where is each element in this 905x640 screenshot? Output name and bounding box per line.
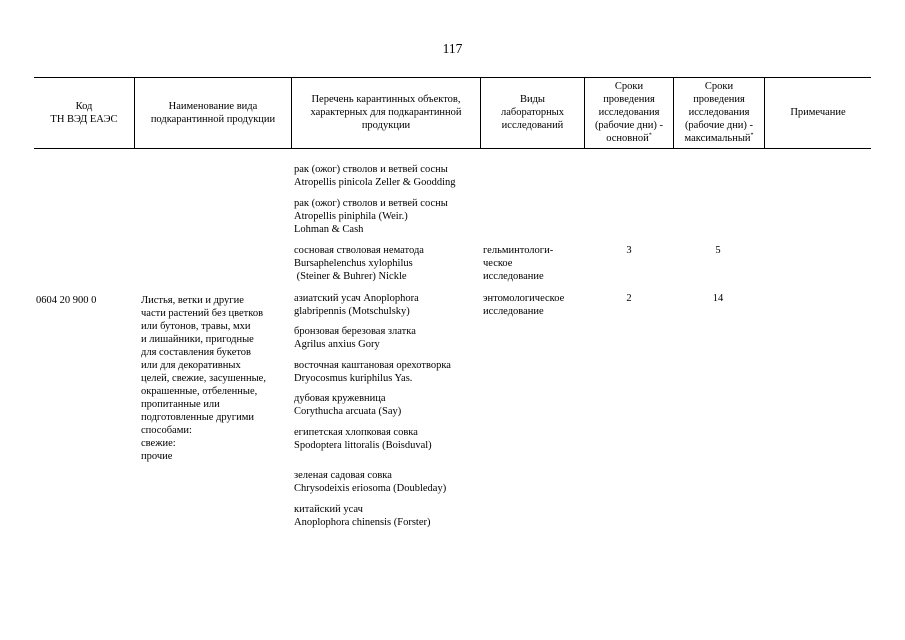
header-lab-line: Виды xyxy=(519,94,545,105)
object-common-name: рак (ожог) стволов и ветвей сосны xyxy=(294,164,448,175)
header-note-text: Примечание xyxy=(790,107,846,118)
lab-study-type-line: исследование xyxy=(483,306,544,317)
object-common-name: китайский усач xyxy=(294,504,363,515)
header-term-basic-line-last xyxy=(595,132,663,145)
object-latin-name: Agrilus anxius Gory xyxy=(294,339,380,350)
header-product-line: подкарантинной продукции xyxy=(150,113,276,125)
header-objects-line: продукции xyxy=(361,120,411,131)
product-code: 0604 20 900 0 xyxy=(36,295,97,306)
object-latin-name: (Steiner & Buhrer) Nickle xyxy=(294,271,407,282)
product-name-line: свежие: xyxy=(141,438,176,449)
object-common-name: бронзовая березовая златка xyxy=(294,326,416,337)
product-name-line: окрашенные, отбеленные, xyxy=(141,386,258,397)
object-latin-name: Bursaphelenchus xylophilus xyxy=(294,258,413,269)
header-lab-types xyxy=(481,77,584,148)
term-basic-value: 3 xyxy=(626,245,632,256)
product-name-line: подготовленные другими xyxy=(141,412,254,423)
term-max-value: 14 xyxy=(712,293,724,304)
object-latin-name: Lohman & Cash xyxy=(294,224,364,235)
table-header-bottom-rule xyxy=(34,148,871,149)
footnote-mark: * xyxy=(648,132,652,139)
term-basic-value: 2 xyxy=(626,293,632,304)
header-term-max-line: (рабочие дни) - xyxy=(684,120,754,131)
lab-study-type-line: гельминтологи- xyxy=(483,245,554,256)
object-latin-name: Anoplophora chinensis (Forster) xyxy=(294,517,431,528)
product-name-line: пропитанные или xyxy=(141,399,220,410)
lab-study-type-line: исследование xyxy=(483,271,544,282)
header-term-max-line: проведения xyxy=(693,94,745,105)
object-common-name: зеленая садовая совка xyxy=(294,470,392,481)
product-name-line: или бутонов, травы, мхи xyxy=(141,321,251,332)
term-max-value: 5 xyxy=(715,245,721,256)
product-name-line: целей, свежие, засушенные, xyxy=(141,373,266,384)
object-common-name: азиатский усач Anoplophora xyxy=(294,293,419,304)
header-code-line: ТН ВЭД ЕАЭС xyxy=(50,113,118,125)
header-code-line: Код xyxy=(75,100,93,112)
page-number: 117 xyxy=(442,41,463,56)
header-objects-line: характерных для подкарантинной xyxy=(310,107,462,118)
product-name-line: прочие xyxy=(141,451,173,462)
product-name-line: или для декоративных xyxy=(141,360,241,371)
object-latin-name: Atropellis piniphila (Weir.) xyxy=(294,211,408,222)
product-name-line: и лишайники, пригодные xyxy=(141,334,254,345)
header-lab-line: лабораторных xyxy=(500,107,564,118)
object-latin-name: Corythucha arcuata (Say) xyxy=(294,406,402,417)
product-name-line: для составления букетов xyxy=(141,347,252,358)
header-term-max-line: исследования xyxy=(688,107,750,118)
object-latin-name: Atropellis pinicola Zeller & Goodding xyxy=(294,177,456,188)
product-name-line: способами: xyxy=(141,425,192,436)
object-latin-name: Spodoptera littoralis (Boisduval) xyxy=(294,440,432,451)
header-product-line: Наименование вида xyxy=(168,100,258,112)
header-code xyxy=(34,77,134,148)
object-common-name: рак (ожог) стволов и ветвей сосны xyxy=(294,198,448,209)
object-latin-name: Chrysodeixis eriosoma (Doubleday) xyxy=(294,483,447,494)
header-objects-list xyxy=(292,77,480,148)
header-term-basic-text: основной xyxy=(606,133,649,144)
header-term-max-line-last xyxy=(685,132,754,145)
header-term-basic-line: исследования xyxy=(598,107,660,118)
object-latin-name: glabripennis (Motschulsky) xyxy=(294,306,410,317)
object-common-name: восточная каштановая орехотворка xyxy=(294,360,451,371)
object-common-name: дубовая кружевница xyxy=(294,393,386,404)
header-objects-line: Перечень карантинных объектов, xyxy=(311,94,461,105)
object-common-name: сосновая стволовая нематода xyxy=(294,245,424,256)
header-term-basic-line: Сроки xyxy=(614,81,644,92)
header-term-max xyxy=(674,77,764,148)
lab-study-type-line: энтомологическое xyxy=(483,293,565,304)
header-lab-line: исследований xyxy=(501,120,564,131)
object-latin-name: Dryocosmus kuriphilus Yas. xyxy=(294,373,413,384)
header-term-basic xyxy=(585,77,673,148)
header-note xyxy=(765,77,871,148)
object-common-name: египетская хлопковая совка xyxy=(294,427,418,438)
product-name-line: части растений без цветков xyxy=(141,308,264,319)
product-name-line: Листья, ветки и другие xyxy=(141,295,244,306)
header-term-max-line: Сроки xyxy=(704,81,734,92)
header-product-name xyxy=(135,77,291,148)
header-term-max-text: максимальный xyxy=(684,133,751,144)
lab-study-type-line: ческое xyxy=(483,258,513,269)
footnote-mark: * xyxy=(750,132,754,139)
header-term-basic-line: проведения xyxy=(603,94,655,105)
header-term-basic-line: (рабочие дни) - xyxy=(594,120,664,131)
